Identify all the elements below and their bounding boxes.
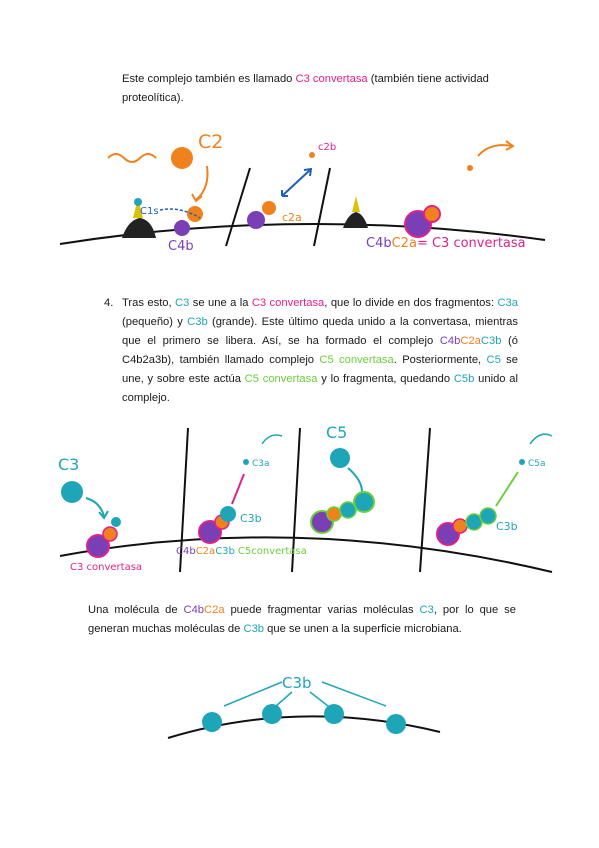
label-c3-convertasa: C3 convertasa — [70, 562, 143, 573]
molecule-c3b — [324, 704, 344, 724]
label-c3b: C3b — [496, 520, 518, 533]
molecule-c5b — [480, 508, 496, 524]
divider-line — [226, 168, 250, 246]
label-c4b: C4b — [168, 239, 194, 254]
molecule-c2a — [453, 519, 467, 533]
divider-line — [420, 428, 430, 572]
text: (también tiene actividad proteolítica). — [122, 73, 489, 104]
label-c3b: C3b — [282, 674, 312, 692]
molecule-c3b — [386, 714, 406, 734]
text: Este complejo también es llamado — [122, 73, 296, 85]
paragraph-step-4 — [104, 294, 518, 408]
label-c5: C5 — [326, 423, 348, 442]
equation-c3-convertasa: C4bC2a= C3 convertasa — [366, 236, 526, 251]
molecule-c3-bound — [111, 517, 121, 527]
label-c3: C3 — [58, 455, 80, 474]
molecule-c4b — [174, 220, 190, 236]
molecule-c2b — [309, 152, 315, 158]
molecule-c2-bound — [187, 206, 203, 222]
molecule-c5 — [330, 448, 350, 468]
arrow-c2b-release — [282, 170, 310, 196]
molecule-c3a — [243, 459, 249, 465]
arrow-c3a-release — [232, 474, 244, 504]
paragraph-c3-convertasa — [122, 70, 517, 108]
molecule-c5-bound — [354, 492, 374, 512]
c1-complex — [343, 212, 368, 228]
figure-c3b-surface — [0, 668, 599, 748]
label-c5a: C5a — [528, 459, 546, 469]
molecule-c2a — [327, 507, 341, 521]
equation-c5-convertasa: C4bC2aC3b C5convertasa — [176, 546, 307, 557]
term-c3-convertasa: C3 convertasa — [295, 73, 368, 85]
paragraph-c3b-amplification: Una molécula de C4bC2a puede fragmentar varias moléculas C3, por lo que se generan muchas moléculas de C3b que se unen a la superficie microbiana. — [88, 604, 516, 635]
molecule-c4b — [247, 211, 265, 229]
label-c3b: C3b — [240, 512, 262, 525]
molecule-c3 — [61, 481, 83, 503]
molecule-c3b — [202, 712, 222, 732]
c1-complex — [122, 218, 156, 238]
step-4-text: Tras esto, C3 se une a la C3 convertasa, que lo divide en dos fragmentos: C3a (pequeño) y C3b (grande). Este último queda unido a la convertasa, mientras que el primero se libera. Así, se ha formado el complejo C4bC2aC3b (ó C4b2a3b), también llamado complejo C5 convertasa. Posteriormente, C5 se une, y sobre este actúa C5 convertasa y lo fragmenta, quedando C5b unido al complejo. — [122, 297, 518, 404]
figure-c3-c5-cleavage — [0, 422, 599, 582]
figure-c2-cleavage — [0, 128, 599, 254]
label-c2a: c2a — [282, 211, 302, 224]
molecule-c2a — [424, 206, 440, 222]
molecule-c3b — [220, 506, 236, 522]
molecule-c2 — [171, 147, 193, 169]
label-c2b: c2b — [318, 142, 337, 153]
divider-line — [314, 168, 330, 246]
label-c3a: C3a — [252, 459, 270, 469]
arrow-c5a-release — [496, 472, 518, 506]
arrow-c2-bind — [196, 166, 208, 200]
arrow-c5-bind — [348, 468, 362, 492]
molecule-c2a — [262, 201, 276, 215]
molecule-c5a — [519, 459, 525, 465]
label-c2: C2 — [198, 131, 224, 153]
molecule-c2a — [103, 527, 117, 541]
molecule-c3b — [262, 704, 282, 724]
label-c1s: C1s — [140, 206, 159, 217]
arrow-squiggle — [108, 154, 156, 162]
list-number: 4. — [104, 297, 114, 309]
